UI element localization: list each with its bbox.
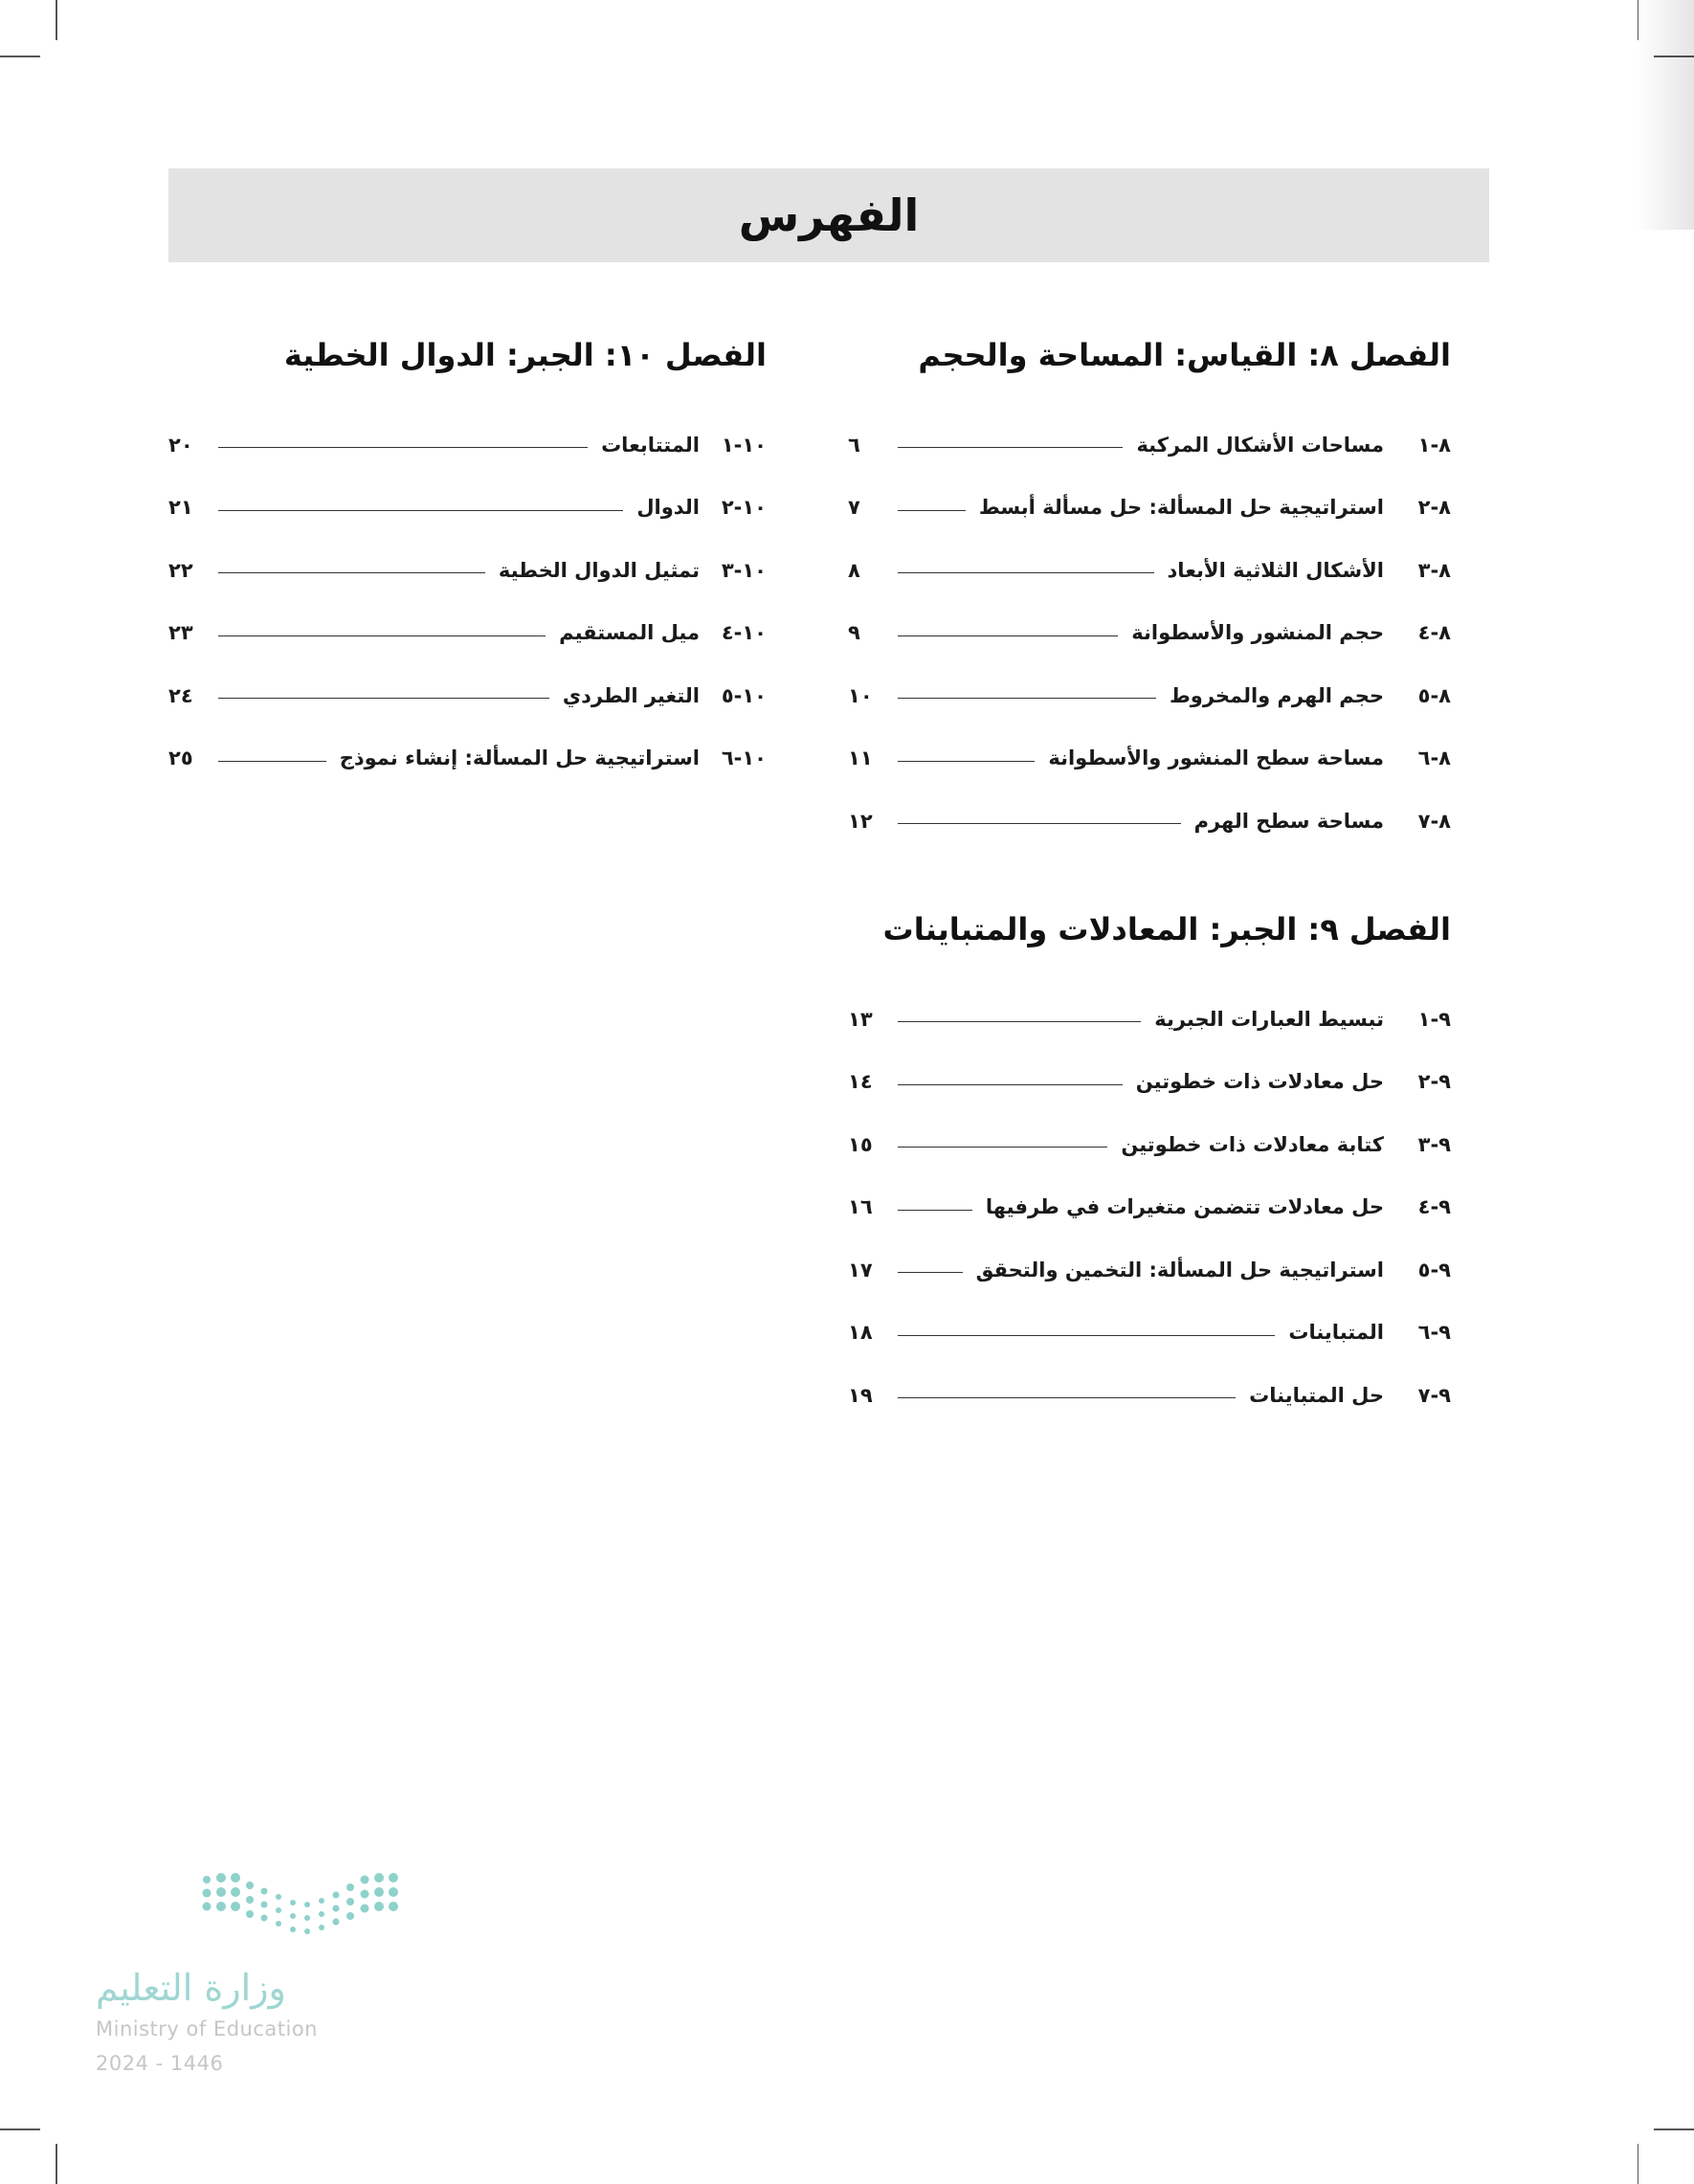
page-number: ٧ — [848, 496, 860, 520]
lesson-title: حل المتباينات — [1249, 1383, 1384, 1407]
dot-leader — [898, 1021, 1141, 1022]
dot-leader — [218, 447, 588, 448]
lesson-title: المتباينات — [1288, 1321, 1384, 1345]
toc-entry[interactable] — [848, 1302, 1451, 1365]
lesson-number: ٩-٤ — [1417, 1195, 1451, 1219]
lesson-number: ١٠-٦ — [721, 747, 767, 770]
page-number: ٨ — [848, 558, 860, 582]
lesson-title: الدوال — [636, 496, 700, 520]
page-number: ١٥ — [848, 1132, 873, 1156]
lesson-title: المتتابعات — [601, 433, 700, 457]
lesson-title: استراتيجية حل المسألة: إنشاء نموذج — [339, 747, 700, 770]
logo-english-text: Ministry of Education — [96, 2017, 318, 2040]
dot-leader — [898, 1335, 1275, 1336]
dot-leader — [898, 761, 1035, 762]
lesson-title: تبسيط العبارات الجبرية — [1154, 1007, 1384, 1031]
page-number: ١٠ — [848, 683, 873, 707]
lesson-title: ميل المستقيم — [559, 621, 700, 645]
dot-leader — [218, 761, 326, 762]
page-number: ١٩ — [848, 1383, 873, 1407]
toc-entry[interactable] — [848, 477, 1451, 540]
dot-leader — [898, 572, 1154, 573]
toc-entry[interactable] — [168, 602, 767, 665]
lesson-number: ٨-٦ — [1417, 747, 1451, 770]
crop-mark — [0, 56, 40, 57]
lesson-title: كتابة معادلات ذات خطوتين — [1121, 1132, 1384, 1156]
toc-entry[interactable] — [848, 1051, 1451, 1114]
page-title: الفهرس — [738, 189, 920, 241]
lesson-title: حل معادلات ذات خطوتين — [1135, 1070, 1384, 1094]
lesson-title: حل معادلات تتضمن متغيرات في طرفيها — [985, 1195, 1384, 1219]
page-number: ١٨ — [848, 1321, 873, 1345]
chapter-title: الفصل ٨: القياس: المساحة والحجم — [918, 337, 1451, 373]
toc-entry[interactable] — [168, 413, 767, 477]
toc-entry[interactable] — [168, 539, 767, 602]
lesson-number: ١٠-٣ — [721, 558, 767, 582]
chapter-8-section — [848, 337, 1451, 853]
dot-leader — [898, 447, 1123, 448]
crop-mark — [0, 2128, 40, 2130]
page-number: ٩ — [848, 621, 860, 645]
toc-list — [168, 413, 767, 790]
page-number: ١٧ — [848, 1258, 873, 1281]
chapter-title: الفصل ٩: الجبر: المعادلات والمتباينات — [882, 911, 1451, 947]
dot-leader — [218, 572, 485, 573]
lesson-number: ٩-٢ — [1417, 1070, 1451, 1094]
toc-entry[interactable] — [848, 790, 1451, 853]
lesson-number: ١٠-٥ — [721, 683, 767, 707]
lesson-number: ٩-٣ — [1417, 1132, 1451, 1156]
page-number: ٢٢ — [168, 558, 193, 582]
lesson-number: ٩-٥ — [1417, 1258, 1451, 1281]
toc-list — [848, 413, 1451, 853]
lesson-number: ٨-٢ — [1417, 496, 1451, 520]
toc-entry[interactable] — [848, 602, 1451, 665]
lesson-title: تمثيل الدوال الخطية — [498, 558, 700, 582]
dot-leader — [898, 1272, 963, 1273]
dot-leader — [898, 1147, 1107, 1148]
lesson-title: الأشكال الثلاثية الأبعاد — [1167, 558, 1384, 582]
toc-entry[interactable] — [848, 1364, 1451, 1427]
lesson-number: ٨-٥ — [1417, 683, 1451, 707]
logo-dot-pattern — [203, 1873, 399, 1934]
dot-leader — [218, 510, 623, 511]
lesson-title: مساحة سطح المنشور والأسطوانة — [1048, 747, 1384, 770]
title-banner — [168, 168, 1489, 262]
page-number: ١٢ — [848, 809, 873, 833]
lesson-number: ٨-٧ — [1417, 809, 1451, 833]
lesson-number: ١٠-٤ — [721, 621, 767, 645]
page-number: ٢١ — [168, 496, 193, 520]
crop-mark — [56, 2144, 57, 2184]
logo-year-text: 2024 - 1446 — [96, 2052, 224, 2075]
toc-entry[interactable] — [168, 727, 767, 791]
toc-entry[interactable] — [848, 1238, 1451, 1302]
dot-leader — [898, 1397, 1236, 1398]
toc-entry[interactable] — [848, 727, 1451, 791]
page-number: ٢٠ — [168, 433, 193, 457]
dot-leader — [898, 698, 1156, 699]
lesson-title: حجم الهرم والمخروط — [1169, 683, 1384, 707]
page-edge-shadow — [1637, 0, 1694, 230]
toc-entry[interactable] — [848, 664, 1451, 727]
dot-leader — [898, 823, 1181, 824]
lesson-title: مساحة سطح الهرم — [1193, 809, 1384, 833]
lesson-number: ٨-١ — [1417, 433, 1451, 457]
dot-leader — [898, 510, 966, 511]
lesson-number: ١٠-٢ — [721, 496, 767, 520]
lesson-number: ٩-٧ — [1417, 1383, 1451, 1407]
dot-leader — [218, 698, 549, 699]
dot-leader — [898, 1210, 972, 1211]
page-number: ٢٤ — [168, 683, 193, 707]
lesson-number: ٨-٤ — [1417, 621, 1451, 645]
page-number: ١٣ — [848, 1007, 873, 1031]
dot-leader — [218, 635, 546, 636]
lesson-number: ٩-٦ — [1417, 1321, 1451, 1345]
logo-arabic-text: وزارة التعليم — [96, 1967, 286, 2009]
lesson-title: استراتيجية حل المسألة: التخمين والتحقق — [975, 1258, 1384, 1281]
page-number: ٦ — [848, 433, 860, 457]
toc-entry[interactable] — [168, 477, 767, 540]
lesson-title: استراتيجية حل المسألة: حل مسألة أبسط — [978, 496, 1384, 520]
page-number: ٢٣ — [168, 621, 193, 645]
page-number: ١٤ — [848, 1070, 873, 1094]
toc-entry[interactable] — [168, 664, 767, 727]
crop-mark — [1654, 2128, 1694, 2130]
lesson-title: التغير الطردي — [562, 683, 700, 707]
chapter-10-section — [168, 337, 767, 790]
page-number: ١٦ — [848, 1195, 873, 1219]
lesson-number: ٨-٣ — [1417, 558, 1451, 582]
toc-entry[interactable] — [848, 1113, 1451, 1176]
crop-mark — [1638, 2144, 1639, 2184]
chapter-9-section — [848, 911, 1451, 1427]
page-number: ٢٥ — [168, 747, 193, 770]
toc-entry[interactable] — [848, 988, 1451, 1051]
dot-leader — [898, 635, 1118, 636]
toc-entry[interactable] — [848, 539, 1451, 602]
lesson-number: ٩-١ — [1417, 1007, 1451, 1031]
lesson-title: حجم المنشور والأسطوانة — [1131, 621, 1384, 645]
lesson-number: ١٠-١ — [721, 433, 767, 457]
toc-entry[interactable] — [848, 1176, 1451, 1239]
page-number: ١١ — [848, 747, 873, 770]
chapter-title: الفصل ١٠: الجبر: الدوال الخطية — [283, 337, 767, 373]
crop-mark — [56, 0, 57, 40]
toc-list — [848, 988, 1451, 1427]
lesson-title: مساحات الأشكال المركبة — [1136, 433, 1384, 457]
toc-entry[interactable] — [848, 413, 1451, 477]
dot-leader — [898, 1084, 1123, 1085]
